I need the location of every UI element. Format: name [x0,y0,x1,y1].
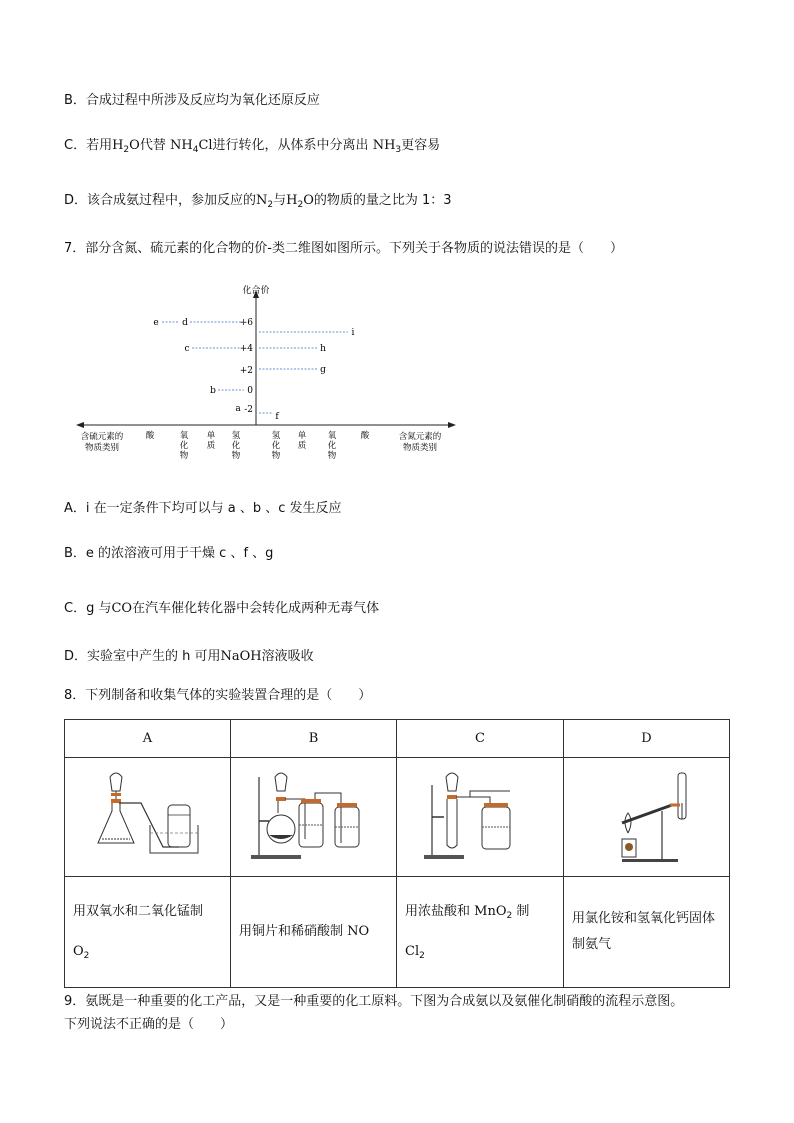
desc-d: 用氯化铵和氢氧化钙固体制氨气 [564,877,730,988]
x-category-left-1-char-0: 氧 [179,431,189,441]
x-category-right-0-char-2: 物 [271,451,281,461]
x-category-left-3-char-1: 化 [231,441,241,451]
desc-a: 用双氧水和二氧化锰制 $O_2$ [65,877,231,988]
apparatus-table [64,719,730,988]
point-f: f [275,412,279,422]
apparatus-d [564,758,730,877]
x-left-label-1: 含硫元素的 [80,432,124,442]
header-b: B [231,720,397,758]
point-b: b [210,386,216,396]
x-left-label-2: 物质类别 [84,443,120,453]
q7-option-d: D．实验室中产生的 h 可用NaOH溶液吸收 [64,649,314,664]
q6-option-b: B．合成过程中所涉及反应均为氧化还原反应 [64,93,320,108]
x-category-right-0-char-0: 氢 [271,431,281,441]
point-d: d [182,318,188,328]
apparatus-c [397,758,564,877]
q7-stem: 7．部分含氮、硫元素的化合物的价-类二维图如图所示。下列关于各物质的说法错误的是（ ） [64,241,623,256]
q8-stem: 8．下列制备和收集气体的实验装置合理的是（ ） [64,688,372,703]
y-tick-0: 0 [247,386,253,396]
x-axis-left-arrow [76,422,84,428]
x-category-left-2-char-1: 质 [206,441,216,451]
y-tick-plus4: +4 [239,344,253,354]
y-axis-title: 化合价 [242,286,270,296]
x-category-left-3-char-0: 氢 [231,431,241,441]
q9-line-2: 下列说法不正确的是（ ） [64,1017,234,1032]
point-h: h [320,344,326,354]
x-category-right-1-char-0: 单 [297,431,307,441]
point-c: c [184,344,190,354]
apparatus-a [65,758,231,877]
flask-trough-apparatus-icon [88,767,208,867]
q6-option-c: C．若用$H_2O$代替 $NH_4Cl$进行转化，从体系中分离出 $NH_3$更容易 [64,138,441,155]
header-c: C [397,720,564,758]
desc-c: 用浓盐酸和 MnO$_2$ 制 $Cl_2$ [397,877,564,988]
x-category-right-0-char-1: 化 [271,441,281,451]
header-d: D [564,720,730,758]
q7-option-a: A．i 在一定条件下均可以与 a 、b 、c 发生反应 [64,501,342,516]
point-a: a [235,404,241,414]
apparatus-b [231,758,397,877]
y-tick-plus6: +6 [239,318,253,328]
x-category-right-2-char-0: 氧 [327,431,337,441]
x-category-right-2-char-1: 化 [327,441,337,451]
q9-line-1: 9．氨既是一种重要的化工产品，又是一种重要的化工原料。下图为合成氨以及氨催化制硝酸的流程示意图。 [64,994,684,1009]
x-right-label-2: 物质类别 [402,443,438,453]
round-flask-wash-bottles-icon [249,767,379,867]
q7-option-b: B．e 的浓溶液可用于干燥 c 、f 、g [64,546,274,561]
header-a: A [65,720,231,758]
x-axis-right-arrow [448,422,456,428]
x-category-left-1-char-2: 物 [179,451,189,461]
valence-class-diagram [70,280,460,470]
x-category-left-0-char-0: 酸 [145,431,155,441]
desc-b: 用铜片和稀硝酸制 NO [231,877,397,988]
point-i: i [351,328,355,338]
heating-tube-collection-icon [592,767,702,867]
x-category-left-3-char-2: 物 [231,451,241,461]
y-tick-minus2: -2 [244,405,253,415]
y-tick-plus2: +2 [239,366,253,376]
x-category-labels [146,430,370,461]
q6-option-d: D．该合成氨过程中，参加反应的$N_2$与$H_2O$的物质的量之比为 1：3 [64,193,452,210]
x-right-label-1: 含氮元素的 [398,432,442,442]
x-category-right-1-char-1: 质 [297,441,307,451]
point-e: e [153,318,159,328]
x-category-right-2-char-2: 物 [327,451,337,461]
x-category-left-1-char-1: 化 [179,441,189,451]
point-g: g [320,365,326,375]
q7-option-c: C．g 与CO在汽车催化转化器中会转化成两种无毒气体 [64,601,380,616]
test-tube-wash-bottle-icon [420,767,540,867]
x-category-right-3-char-0: 酸 [360,431,370,441]
x-category-left-2-char-0: 单 [206,431,216,441]
